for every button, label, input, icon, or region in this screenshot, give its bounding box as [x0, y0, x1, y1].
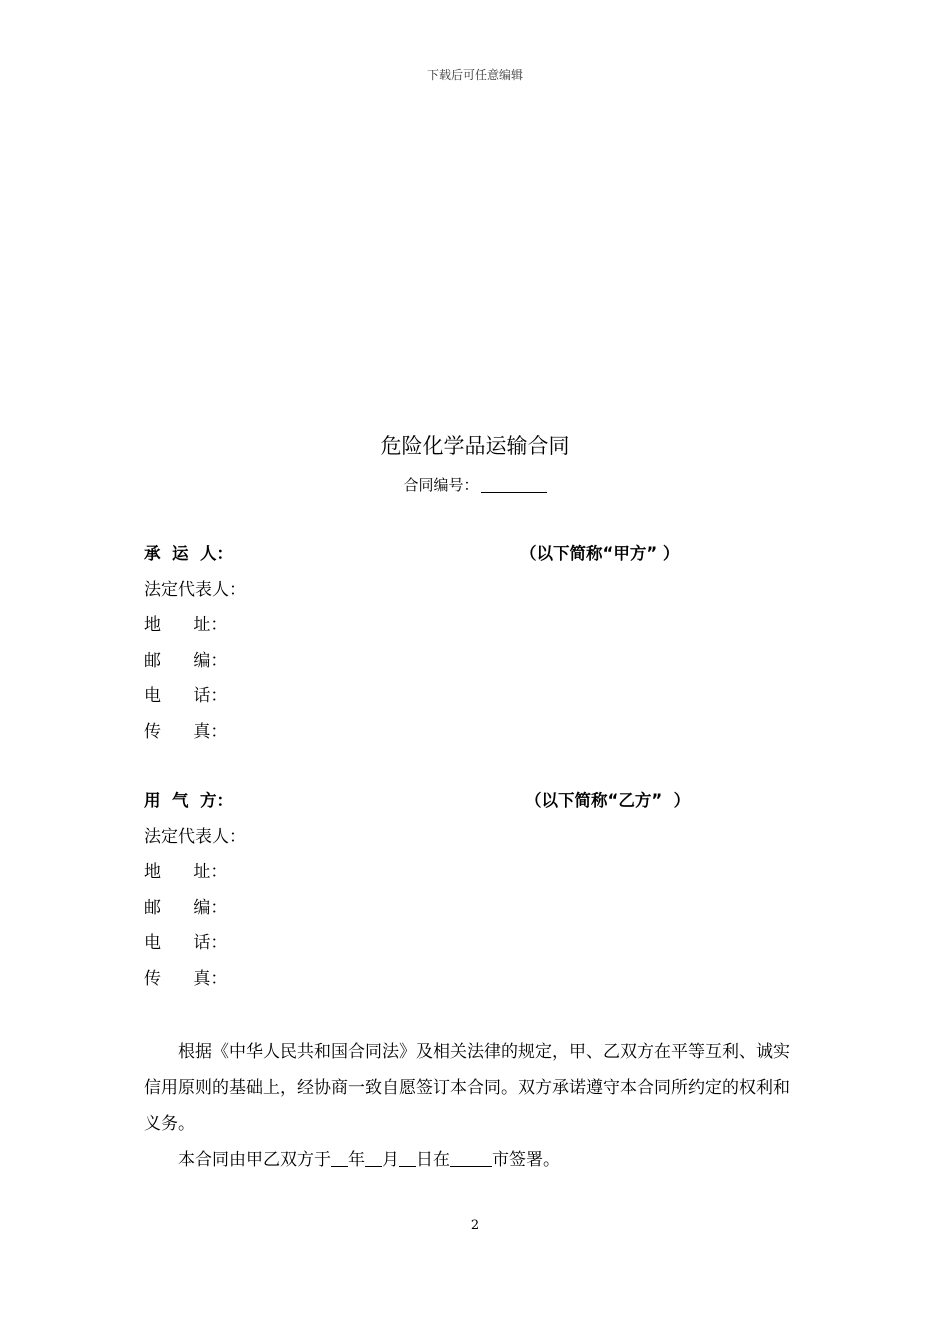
contract-body: [144, 1034, 806, 1178]
day-blank: [399, 1148, 416, 1167]
month-blank: [365, 1148, 382, 1167]
signing-month-label: 月: [382, 1150, 399, 1170]
signing-day-label: 日在: [416, 1150, 450, 1170]
party-b-field-fax: 传 真：: [144, 968, 228, 989]
party-b-field-address: 地 址：: [144, 862, 228, 882]
party-a-field-postcode: 邮 编：: [144, 650, 228, 671]
party-a-field-representative: 法定代表人：: [144, 579, 246, 600]
contract-number-label: 合同编号：: [403, 476, 479, 494]
party-b-role-label: 用 气 方：: [144, 791, 233, 810]
year-blank: [331, 1148, 348, 1167]
party-b-field-phone: 电 话：: [144, 933, 228, 953]
party-a-section: [144, 543, 824, 756]
party-b-field-representative: 法定代表人：: [144, 826, 246, 847]
party-b-field-postcode: 邮 编：: [144, 897, 228, 918]
contract-number: [0, 474, 950, 495]
party-a-role-label: 承 运 人：: [144, 544, 233, 563]
party-b-abbreviation: （以下简称“乙方” ）: [525, 791, 691, 810]
document-title: 危险化学品运输合同: [380, 434, 570, 458]
signing-paragraph: [144, 1142, 806, 1178]
signing-year-label: 年: [348, 1150, 365, 1170]
page-number: 2: [470, 1218, 480, 1233]
party-b-header: [144, 790, 824, 826]
preamble-paragraph: 根据《中华人民共和国合同法》及相关法律的规定，甲、乙双方在平等互利、诚实信用原则的基础上，经协商一致自愿签订本合同。双方承诺遵守本合同所约定的权利和义务。: [144, 1042, 790, 1134]
party-a-field-fax: 传 真：: [144, 721, 228, 742]
party-a-field-address: 地 址：: [144, 615, 228, 635]
party-a-header: [144, 543, 824, 579]
header-note: 下载后可任意编辑: [426, 68, 523, 82]
party-b-section: [144, 790, 824, 1003]
party-a-abbreviation: （以下简称“甲方” ）: [520, 544, 680, 563]
signing-text-intro: 本合同由甲乙双方于: [178, 1150, 331, 1170]
city-blank: [450, 1148, 492, 1167]
contract-number-blank: [481, 477, 547, 493]
party-a-field-phone: 电 话：: [144, 686, 228, 706]
signing-city-label: 市签署。: [492, 1150, 560, 1170]
